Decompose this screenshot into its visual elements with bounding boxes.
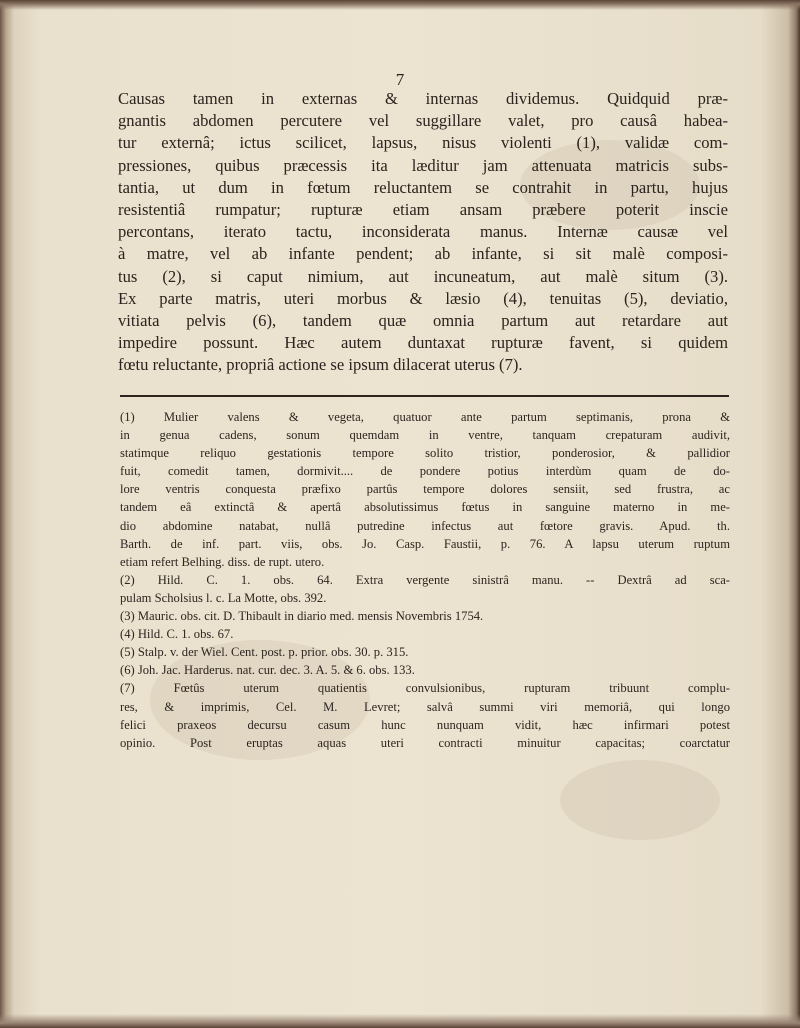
footnote-line: opinio. Post eruptas aquas uteri contracti minuitur capacitas; coarctatur [120, 735, 730, 750]
footnote-line: dio abdomine natabat, nullâ putredine infectus aut fœtore gravis. Apud. th. [120, 518, 730, 533]
footnote-line: (2) Hild. C. 1. obs. 64. Extra vergente sinistrâ manu. -- Dextrâ ad sca- [120, 572, 730, 587]
main-text-line: resistentiâ rumpatur; rupturæ etiam ansam præbere poterit inscie [118, 200, 728, 220]
footnote-line: fuit, comedit tamen, dormivit.... de pondere potius interdùm quam de do- [120, 464, 730, 479]
page-bottom-edge [0, 1014, 800, 1028]
main-text-line: tus (2), si caput nimium, aut incuneatum, aut malè situm (3). [118, 266, 728, 286]
footnote-line: pulam Scholsius l. c. La Motte, obs. 392. [120, 590, 327, 605]
footnote-line: res, & imprimis, Cel. M. Levret; salvâ summi viri memoriâ, qui longo [120, 699, 730, 714]
main-text-line: à matre, vel ab infante pendent; ab infante, si sit malè composi- [118, 244, 728, 264]
main-text-line: Ex parte matris, uteri morbus & læsio (4), tenuitas (5), deviatio, [118, 288, 728, 308]
footnote-line: lore ventris conquesta præfixo partûs tempore dolores sensiit, sed frustra, ac [120, 482, 730, 497]
main-text-line: Causas tamen in externas & internas dividemus. Quidquid præ- [118, 89, 728, 108]
footnote-line: tandem eâ extinctâ & apertâ absolutissimus fœtus in sanguine materno in me- [120, 500, 730, 515]
footnotes [120, 408, 730, 752]
footnote-line: etiam refert Belhing. diss. de rupt. utero. [120, 554, 325, 569]
footnote-line: (7) Fœtûs uterum quatientis convulsionibus, rupturam tribuunt complu- [120, 681, 730, 696]
paper-stain [560, 760, 720, 840]
main-text-line: pressiones, quibus præcessis ita læditur jam attenuata matricis subs- [118, 155, 728, 175]
footnote-line: (5) Stalp. v. der Wiel. Cent. post. p. prior. obs. 30. p. 315. [120, 645, 409, 660]
footnote-line: (1) Mulier valens & vegeta, quatuor ante partum septimanis, prona & [120, 410, 730, 424]
main-text-line: tur externâ; ictus scilicet, lapsus, nisus violenti (1), validæ com- [118, 133, 728, 153]
main-text-line: impedire possunt. Hæc autem duntaxat rupturæ favent, si quidem [118, 333, 728, 353]
main-text-line: fœtu reluctante, propriâ actione se ipsum dilacerat uterus (7). [118, 355, 523, 375]
page-number: 7 [395, 70, 405, 89]
main-text-line: vitiata pelvis (6), tandem quæ omnia partum aut retardare aut [118, 311, 728, 331]
main-text-line: percontans, iterato tactu, inconsiderata manus. Internæ causæ vel [118, 222, 728, 242]
footnote-line: statimque reliquo gestationis tempore solito tristior, ponderosior, & pallidior [120, 446, 730, 461]
footnote-line: Barth. de inf. part. viis, obs. Jo. Casp. Faustii, p. 76. A lapsu uterum ruptum [120, 536, 730, 551]
page-top-edge [0, 0, 800, 10]
footnote-divider [120, 395, 729, 397]
main-paragraph [118, 88, 728, 377]
main-text-line: tantia, ut dum in fœtum reluctantem se contrahit in partu, hujus [118, 177, 728, 197]
footnote-line: (3) Mauric. obs. cit. D. Thibault in diario med. mensis Novembris 1754. [120, 609, 484, 624]
footnote-line: (6) Joh. Jac. Harderus. nat. cur. dec. 3. A. 5. & 6. obs. 133. [120, 663, 415, 678]
footnote-line: in genua cadens, sonum quemdam in ventre, tanquam crepaturam audivit, [120, 428, 730, 443]
footnote-line: (4) Hild. C. 1. obs. 67. [120, 627, 234, 642]
main-text-line: gnantis abdomen percutere vel suggillare valet, pro causâ habea- [118, 111, 728, 131]
footnote-line: felici praxeos decursu casum hunc nunquam vidit, hæc infirmari potest [120, 717, 730, 732]
